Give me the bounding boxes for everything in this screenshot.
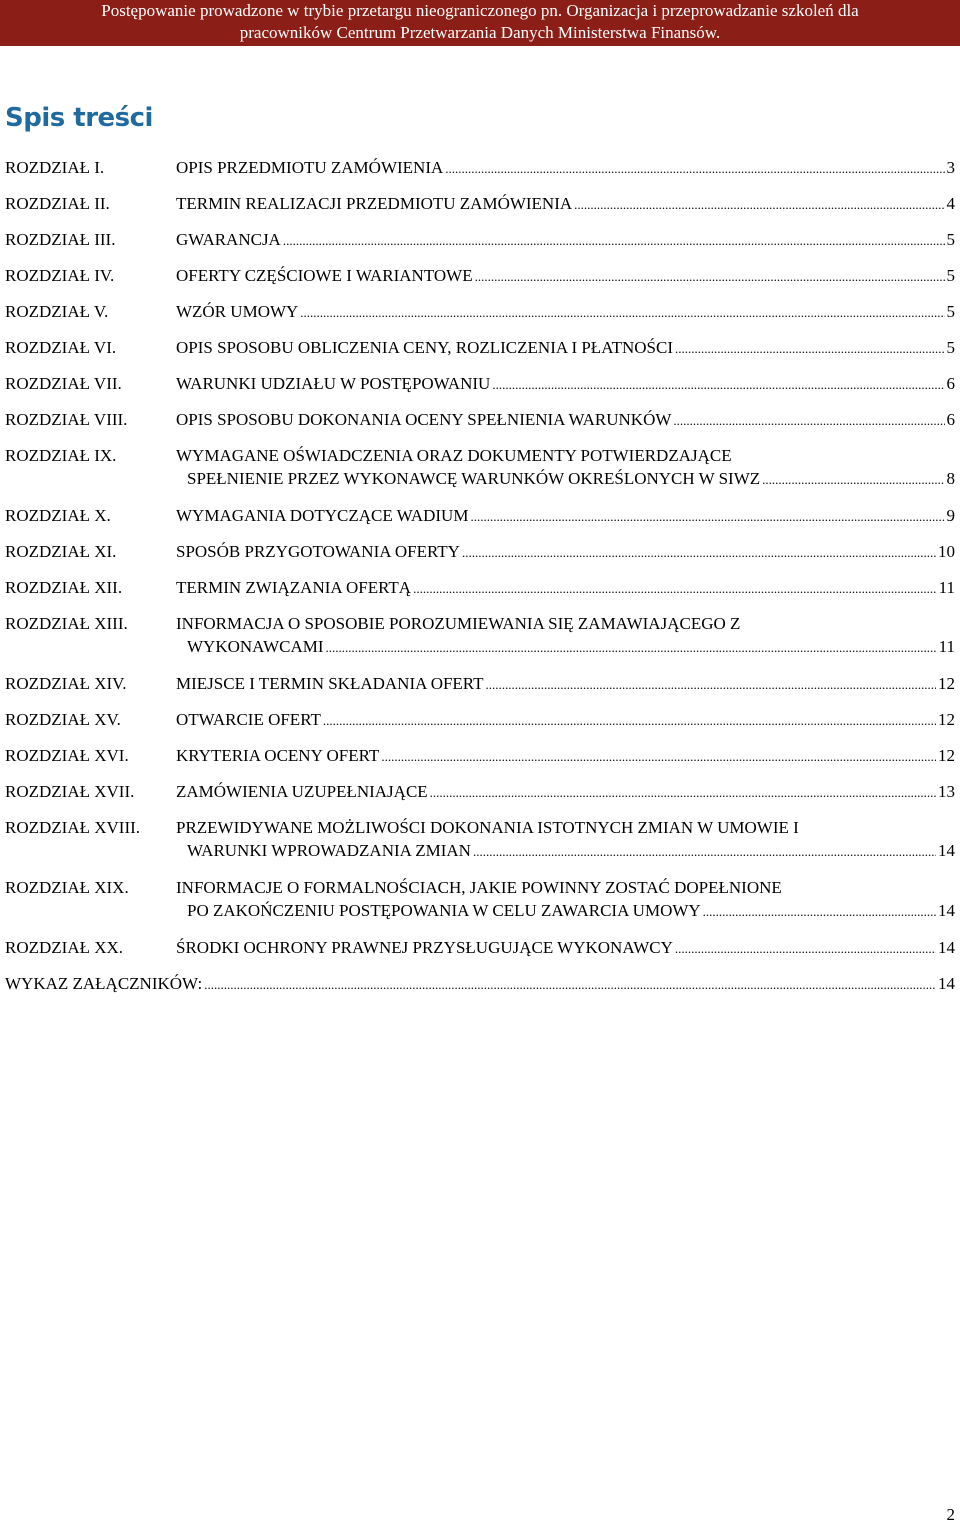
toc-page-number: 6	[946, 374, 955, 393]
toc-entry[interactable]	[5, 228, 955, 252]
toc-entry[interactable]	[5, 444, 955, 491]
toc-entry[interactable]	[5, 780, 955, 804]
toc-entry-title: KRYTERIA OCENY OFERT	[176, 746, 380, 765]
toc-dot-leader	[300, 301, 944, 324]
toc-entry-title: WYMAGANIA DOTYCZĄCE WADIUM	[176, 506, 469, 525]
toc-page-number: 14	[938, 974, 955, 993]
toc-chapter-number: ROZDZIAŁ XVIII.	[5, 818, 141, 837]
toc-entry-title: PRZEWIDYWANE MOŻLIWOŚCI DOKONANIA ISTOTNYCH ZMIAN W UMOWIE I	[176, 818, 799, 837]
toc-page-number: 5	[946, 266, 955, 285]
header-line-2: pracowników Centrum Przetwarzania Danych Ministerstwa Finansów.	[239, 23, 721, 42]
toc-page-number: 13	[938, 782, 955, 801]
toc-chapter-number: ROZDZIAŁ I.	[5, 158, 105, 177]
toc-chapter-number: ROZDZIAŁ XIX.	[5, 878, 129, 897]
toc-dot-leader	[475, 265, 945, 288]
toc-chapter-number: ROZDZIAŁ XVI.	[5, 746, 129, 765]
toc-entry[interactable]	[5, 264, 955, 288]
toc-entry-title: WYKAZ ZAŁĄCZNIKÓW:	[5, 974, 203, 993]
toc-chapter-number: ROZDZIAŁ VII.	[5, 374, 122, 393]
toc-page-number: 11	[938, 637, 955, 656]
toc-dot-leader	[574, 193, 944, 216]
document-header	[0, 0, 960, 46]
toc-dot-leader	[413, 577, 937, 600]
toc-page-number: 9	[946, 506, 955, 525]
toc-dot-leader	[283, 229, 945, 252]
toc-dot-leader	[762, 468, 944, 491]
toc-page-number: 11	[938, 578, 955, 597]
toc-page-number: 4	[946, 194, 955, 213]
toc-entry[interactable]	[5, 156, 955, 180]
toc-dot-leader	[462, 541, 936, 564]
toc-page-number: 5	[946, 230, 955, 249]
toc-entry-title: ZAMÓWIENIA UZUPEŁNIAJĄCE	[176, 782, 428, 801]
toc-entry[interactable]	[5, 672, 955, 696]
toc-entry-title: OPIS PRZEDMIOTU ZAMÓWIENIA	[176, 158, 444, 177]
toc-chapter-number: ROZDZIAŁ XII.	[5, 578, 123, 597]
toc-entry[interactable]	[5, 372, 955, 396]
toc-dot-leader	[673, 409, 944, 432]
toc-entry[interactable]	[5, 192, 955, 216]
toc-page-number: 5	[946, 302, 955, 321]
toc-page-number: 14	[938, 841, 955, 860]
toc-entry[interactable]	[5, 504, 955, 528]
toc-chapter-number: ROZDZIAŁ IV.	[5, 266, 115, 285]
toc-entry-title: INFORMACJE O FORMALNOŚCIACH, JAKIE POWINNY ZOSTAĆ DOPEŁNIONE	[176, 878, 782, 897]
toc-entry-title: INFORMACJA O SPOSOBIE POROZUMIEWANIA SIĘ ZAMAWIAJĄCEGO Z	[176, 614, 741, 633]
toc-entry[interactable]	[5, 744, 955, 768]
toc-entry[interactable]	[5, 576, 955, 600]
toc-entry[interactable]	[5, 972, 955, 996]
toc-dot-leader	[492, 373, 944, 396]
toc-entry[interactable]	[5, 708, 955, 732]
toc-page-number: 5	[946, 338, 955, 357]
toc-chapter-number: ROZDZIAŁ XX.	[5, 938, 124, 957]
toc-dot-leader	[430, 781, 936, 804]
toc-page-number: 12	[938, 710, 955, 729]
toc-dot-leader	[204, 973, 936, 996]
toc-chapter-number: ROZDZIAŁ XIII.	[5, 614, 128, 633]
toc-page-number: 8	[946, 469, 955, 488]
toc-dot-leader	[381, 745, 936, 768]
toc-entry-title: WZÓR UMOWY	[176, 302, 299, 321]
toc-chapter-number: ROZDZIAŁ XVII.	[5, 782, 135, 801]
toc-page-number: 10	[938, 542, 955, 561]
toc-chapter-number: ROZDZIAŁ III.	[5, 230, 116, 249]
toc-chapter-number: ROZDZIAŁ VIII.	[5, 410, 128, 429]
toc-dot-leader	[326, 636, 937, 659]
toc-chapter-number: ROZDZIAŁ IX.	[5, 446, 117, 465]
toc-chapter-number: ROZDZIAŁ VI.	[5, 338, 117, 357]
toc-entry[interactable]	[5, 936, 955, 960]
toc-entry-title: OPIS SPOSOBU DOKONANIA OCENY SPEŁNIENIA WARUNKÓW	[176, 410, 672, 429]
toc-chapter-number: ROZDZIAŁ XIV.	[5, 674, 127, 693]
toc-entry[interactable]	[5, 540, 955, 564]
toc-entry-title: WARUNKI UDZIAŁU W POSTĘPOWANIU	[176, 374, 491, 393]
toc-title: Spis treści	[5, 103, 153, 133]
toc-chapter-number: ROZDZIAŁ XV.	[5, 710, 121, 729]
toc-dot-leader	[473, 840, 936, 863]
toc-entry-title: WYMAGANE OŚWIADCZENIA ORAZ DOKUMENTY POTWIERDZAJĄCE	[176, 446, 732, 465]
toc-entry[interactable]	[5, 816, 955, 863]
toc-entry-title: OPIS SPOSOBU OBLICZENIA CENY, ROZLICZENIA I PŁATNOŚCI	[176, 338, 673, 357]
toc-dot-leader	[675, 337, 945, 360]
toc-entry-title: MIEJSCE I TERMIN SKŁADANIA OFERT	[176, 674, 484, 693]
toc-chapter-number: ROZDZIAŁ V.	[5, 302, 109, 321]
toc-page-number: 14	[938, 901, 955, 920]
toc-entry-title: TERMIN REALIZACJI PRZEDMIOTU ZAMÓWIENIA	[176, 194, 573, 213]
toc-dot-leader	[486, 673, 936, 696]
toc-dot-leader	[470, 505, 944, 528]
toc-entry[interactable]	[5, 612, 955, 659]
toc-dot-leader	[703, 900, 936, 923]
header-line-1: Postępowanie prowadzone w trybie przetargu nieograniczonego pn. Organizacja i przeprowadzanie szkoleń dla	[101, 1, 859, 20]
toc-entry-title: WYKONAWCAMI	[187, 637, 324, 656]
toc-entry[interactable]	[5, 408, 955, 432]
toc-entry-title: ŚRODKI OCHRONY PRAWNEJ PRZYSŁUGUJĄCE WYKONAWCY	[176, 938, 673, 957]
toc-entry[interactable]	[5, 300, 955, 324]
toc-page-number: 3	[946, 158, 955, 177]
toc-entry[interactable]	[5, 336, 955, 360]
toc-chapter-number: ROZDZIAŁ X.	[5, 506, 111, 525]
toc-page-number: 14	[938, 938, 955, 957]
toc-page-number: 6	[946, 410, 955, 429]
toc-entry-title: GWARANCJA	[176, 230, 281, 249]
toc-page-number: 12	[938, 674, 955, 693]
toc-entry-title: TERMIN ZWIĄZANIA OFERTĄ	[176, 578, 412, 597]
table-of-contents	[5, 156, 955, 1008]
toc-entry-title: SPOSÓB PRZYGOTOWANIA OFERTY	[176, 542, 460, 561]
page-number: 2	[946, 1505, 955, 1524]
toc-entry-title: OFERTY CZĘŚCIOWE I WARIANTOWE	[176, 266, 473, 285]
toc-entry-title: SPEŁNIENIE PRZEZ WYKONAWCĘ WARUNKÓW OKREŚLONYCH W SIWZ	[187, 469, 761, 488]
toc-page-number: 12	[938, 746, 955, 765]
toc-chapter-number: ROZDZIAŁ II.	[5, 194, 110, 213]
toc-entry-title: WARUNKI WPROWADZANIA ZMIAN	[187, 841, 471, 860]
toc-dot-leader	[323, 709, 936, 732]
toc-entry-title: PO ZAKOŃCZENIU POSTĘPOWANIA W CELU ZAWARCIA UMOWY	[187, 901, 701, 920]
toc-chapter-number: ROZDZIAŁ XI.	[5, 542, 117, 561]
toc-entry[interactable]	[5, 876, 955, 923]
toc-dot-leader	[675, 937, 936, 960]
toc-dot-leader	[445, 157, 944, 180]
toc-entry-title: OTWARCIE OFERT	[176, 710, 321, 729]
